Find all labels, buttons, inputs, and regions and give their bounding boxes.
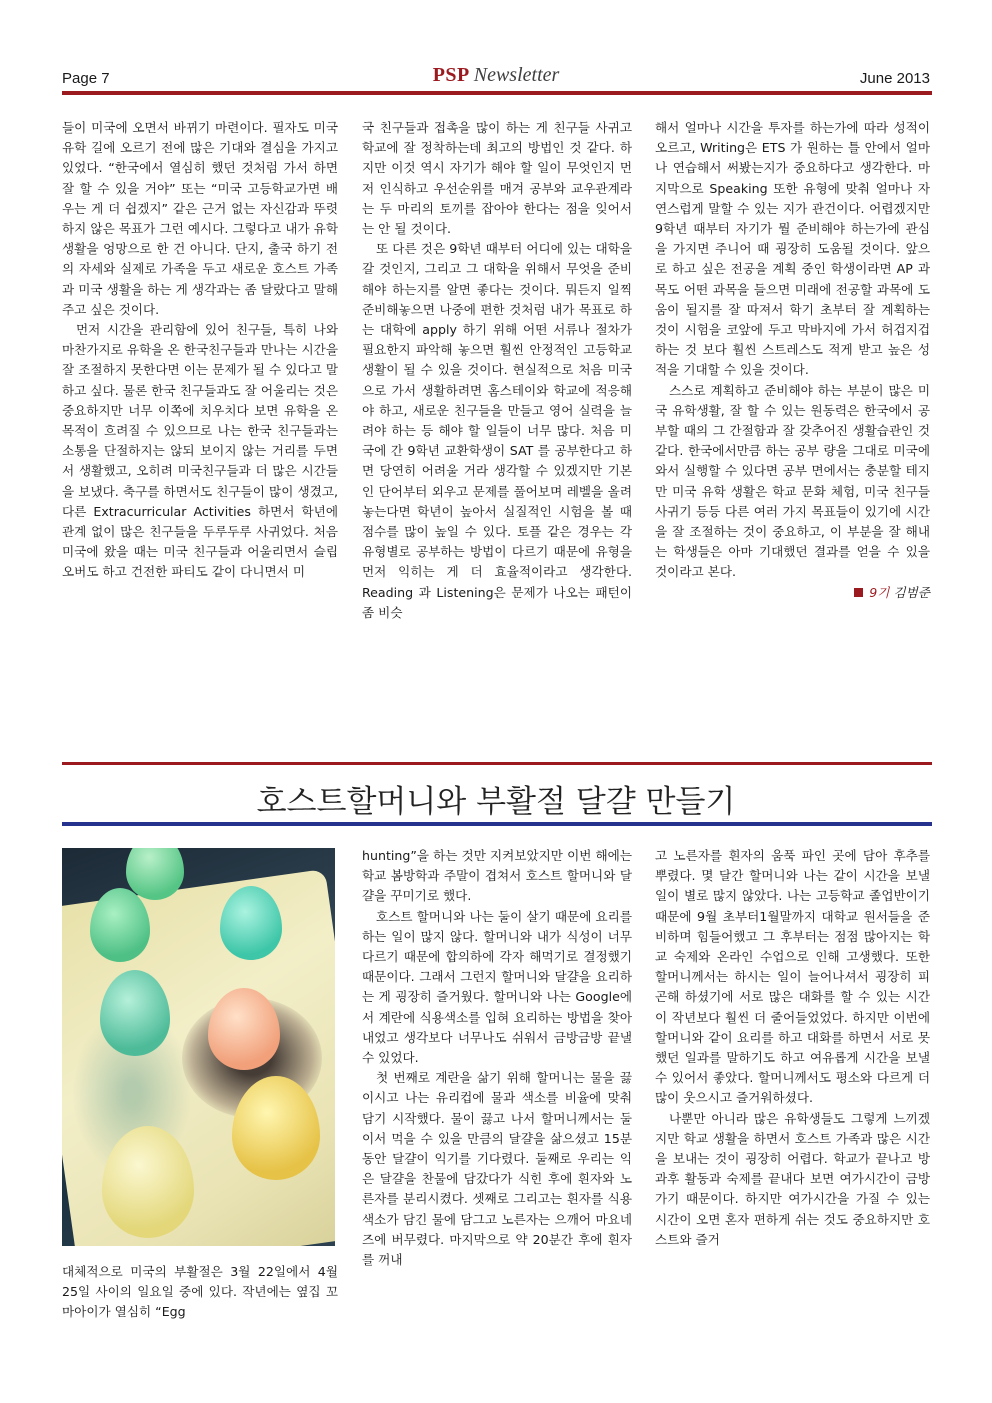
section-divider (62, 762, 932, 765)
square-bullet-icon (854, 588, 863, 597)
paragraph: 스스로 계획하고 준비해야 하는 부분이 많은 미국 유학생활, 잘 할 수 있는 원동력은 한국에서 공부할 때의 그 간절함과 잘 갖추어진 생활습관인 것 같다. 한국에서만큼 하는 공부 량을 그대로 미국에 와서 실행할 수 있다면 공부 면에서는 충분할 테지만 미국 유학 생활은 학교 문화 체험, 미국 친구들 사귀기 등등 다른 여러 가지 목표들이 있기에 시간을 잘 조절하는 것이 중요하고, 이 부분을 잘 해내는 학생들은 아마 기대했던 결과를 얻을 수 있을 것이라고 본다. (655, 382, 930, 580)
newsletter-masthead (0, 64, 992, 87)
paragraph: 해서 얼마나 시간을 투자를 하는가에 따라 성적이 오르고, Writing은 ETS 가 원하는 틀 안에서 얼마나 연습해서 써봤는지가 중요하다고 생각한다. 마지막으로 Speaking 또한 유형에 맞춰 얼마나 자연스럽게 말할 수 있는 지가 관건이다. 어렵겠지만 9학년 때부터 자기가 뭘 준비해야 하는가에 관심을 가지면 주니어 때 굉장히 도움될 것이다. 앞으로 하고 싶은 전공을 계획 중인 학생이라면 AP 과목도 어떤 과목을 들으면 미래에 전공할 과목에 도움이 될지를 잘 따져서 학기 초부터 잘 계획하는 것이 시험을 코앞에 두고 막바지에 가서 허겁지겁하는 것 보다 훨씬 스트레스도 적게 받고 높은 성적을 기대할 수 있을 것이다. (655, 120, 930, 378)
issue-date: June 2013 (859, 70, 930, 87)
masthead-title: Newsletter (473, 64, 560, 86)
paragraph: 국 친구들과 접촉을 많이 하는 게 친구들 사귀고 학교에 잘 정착하는데 최고의 방법인 것 같다. 하지만 이것 역시 자기가 해야 할 일이 무엇인지 먼저 인식하고 우선순위를 매겨 공부와 교우관계라는 두 마리의 토끼를 잡아야 한다는 점을 잊어서는 안 될 것이다. (362, 120, 632, 237)
paragraph: 나뿐만 아니라 많은 유학생들도 그렇게 느끼겠지만 학교 생활을 하면서 호스트 가족과 많은 시간을 보내는 것이 굉장히 어렵다. 학교가 끝나고 방과후 활동과 숙제를 끝내다 보면 여가시간이 금방 가기 때문이다. 하지만 여가시간을 가질 수 있는 시간이 오면 혼자 편하게 쉬는 것도 중요하지만 호스트와 즐거 (655, 1110, 930, 1247)
article2-column-3 (655, 846, 930, 1250)
easter-eggs-photo (62, 848, 335, 1246)
author-cohort: 9기 (869, 584, 890, 600)
article1-column-2 (362, 118, 632, 623)
author-signature (655, 583, 930, 603)
paragraph: 첫 번째로 계란을 삶기 위해 할머니는 물을 끓이시고 나는 유리컵에 물과 색소를 비율에 맞춰 담기 시작했다. 물이 끓고 나서 할머니께서는 둘이서 먹을 수 있을 만큼의 달걀을 삶으셨고 15분 동안 달걀이 익기를 기다렸다. 둘째로 우리는 익은 달걀을 찬물에 담갔다가 식힌 후에 흰자와 노른자를 분리시켰다. 셋째로 그리고는 흰자를 식용색소가 담긴 물에 담그고 노른자는 으깨어 마요네즈에 버무렸다. 마지막으로 약 20분간 후에 흰자를 꺼내 (362, 1070, 632, 1268)
article1-column-1 (62, 118, 338, 583)
article1-column-3 (655, 118, 930, 603)
paragraph: 고 노른자를 흰자의 움푹 파인 곳에 담아 후추를 뿌렸다. 몇 달간 할머니와 나는 같이 시간을 보낼 일이 별로 많지 않았다. 나는 고등학교 졸업반이기 때문에 9월 초부터1월말까지 대학교 원서들을 준비하며 힘들어했고 그 후부터는 점점 많아지는 학교 숙제와 온라인 수업으로 인해 고생했다. 또한 할머니께서는 하시는 일이 늘어나셔서 굉장히 피곤해 하셨기에 서로 많은 대화를 할 수 있는 시간이 작년보다 훨씬 더 줄어들었었다. 하지만 이번에 할머니와 같이 요리를 하고 대화를 하면서 서로 못했던 일과를 말하기도 하고 여유롭게 시간을 보낼 수 있어서 좋았다. 할머니께서도 평소와 다르게 더 많이 웃으시고 즐거워하셨다. (655, 848, 930, 1106)
paragraph: 호스트 할머니와 나는 둘이 살기 때문에 요리를 하는 일이 많지 않다. 할머니와 내가 식성이 너무 다르기 때문에 합의하에 각자 해먹기로 결정했기 때문이다. 그래서 그런지 할머니와 달걀을 요리하는 게 굉장히 즐거웠다. 할머니와 나는 Google에서 계란에 식용색소를 입혀 요리하는 방법을 찾아내었고 생각보다 너무나도 쉬워서 금방금방 끝낼 수 있었다. (362, 908, 632, 1066)
paragraph: hunting”을 하는 것만 지켜보았지만 이번 해에는 학교 봄방학과 주말이 겹쳐서 호스트 할머니와 달걀을 꾸미기로 했다. (362, 848, 632, 904)
paragraph: 대체적으로 미국의 부활절은 3월 22일에서 4월 25일 사이의 일요일 중에 있다. 작년에는 옆집 꼬마아이가 열심히 “Egg (62, 1264, 338, 1320)
article2-column-2 (362, 846, 632, 1270)
title-underline (62, 822, 932, 826)
masthead-brand: PSP (432, 64, 470, 86)
paragraph: 또 다른 것은 9학년 때부터 어디에 있는 대학을 갈 것인지, 그리고 그 대학을 위해서 무엇을 준비해야 하는지를 알면 좋다는 것이다. 뭐든지 일찍 준비해놓으면 나중에 편한 것처럼 내가 목표로 하는 대학에 apply 하기 위해 어떤 서류나 절차가 필요한지 파악해 놓으면 훨씬 안정적인 고등학교 생활이 될 수 있을 것이다. 현실적으로 처음 미국으로 가서 생활하려면 홈스테이와 학교에 적응해야 하고, 새로운 친구들을 만들고 영어 실력을 늘려야 하는 등 해야 할 일들이 너무 많다. 처음 미국에 간 9학년 교환학생이 SAT 를 공부한다고 하면 당연히 어려울 거라 생각할 수 있겠지만 기본인 단어부터 외우고 문제를 풀어보며 레벨을 올려 놓는다면 학년이 높아서 실질적인 시험을 볼 때 점수를 많이 높일 수 있다. 토플 같은 경우는 각 유형별로 공부하는 방법이 다르기 때문에 유형을 먼저 익히는 게 더 효율적이라고 생각한다. Reading 과 Listening은 문제가 나오는 패턴이 좀 비슷 (362, 241, 632, 620)
article2-column-1 (62, 1262, 338, 1323)
author-name: 김범준 (893, 584, 930, 600)
page-number: Page 7 (62, 70, 110, 87)
paragraph: 들이 미국에 오면서 바뀌기 마련이다. 필자도 미국 유학 길에 오르기 전에 많은 기대와 결심을 가지고 있었다. “한국에서 열심히 했던 것처럼 가서 하면 잘 할 수 있을 거야” 또는 “미국 고등학교가면 배우는 게 더 쉽겠지” 같은 근거 없는 자신감과 뚜렷하지 않은 목표가 그런 예시다. 그렇다고 내가 유학생활을 엉망으로 한 건 아니다. 단지, 출국 하기 전의 자세와 실제로 가족을 두고 새로운 호스트 가족과 미국 생활을 하는 게 생각과는 좀 달랐다고 말해주고 싶은 것이다. (62, 120, 338, 317)
header-rule (62, 91, 932, 95)
article2-title: 호스트할머니와 부활절 달걀 만들기 (256, 784, 736, 820)
paragraph: 먼저 시간을 관리함에 있어 친구들, 특히 나와 마찬가지로 유학을 온 한국친구들과 만나는 시간을 잘 조절하지 못한다면 이는 문제가 될 수 있다고 말하고 싶다. 물론 한국 친구들과도 잘 어울리는 것은 중요하지만 너무 이쪽에 치우치다 보면 유학을 온 목적이 흐려질 수 있으므로 나는 한국 친구들과는 소통을 단절하지는 않되 보이지 않는 거리를 두면서 생활했고, 오히려 미국친구들과 더 많은 시간들을 보냈다. 축구를 하면서도 친구들이 많이 생겼고, 다른 Extracurricular Activities 하면서 학년에 관계 없이 많은 친구들을 두루두루 사귀었다. 처음 미국에 왔을 때는 미국 친구들과 어울리면서 슬립오버도 하고 건전한 파티도 같이 다니면서 미 (62, 322, 338, 580)
